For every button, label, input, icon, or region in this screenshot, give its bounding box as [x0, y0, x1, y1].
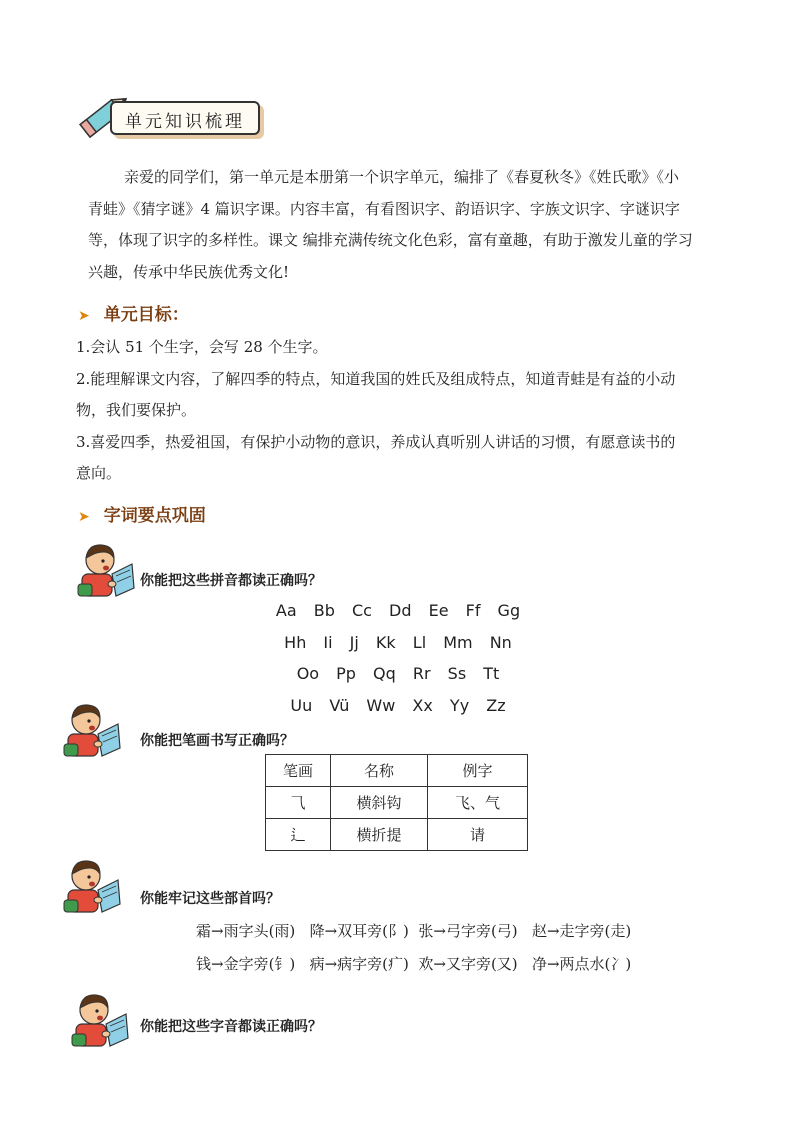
goals-list	[76, 332, 726, 490]
intro-line: 亲爱的同学们，第一单元是本册第一个识字单元，编排了《春夏秋冬》《姓氏歌》《小	[124, 168, 680, 186]
intro-line: 兴趣，传承中华民族优秀文化!	[88, 262, 290, 281]
q1-text: 你能把这些拼音都读正确吗？	[140, 573, 322, 589]
intro-line: 青蛙》《猜字谜》4 篇识字课。内容丰富，有看图识字、韵语识字、字族文识字、字谜识字	[88, 199, 680, 218]
student-reading-icon	[76, 540, 138, 598]
goal-line: 物，我们要保护。	[76, 401, 197, 419]
table-header-cell: 例字	[428, 755, 528, 787]
goal-line: 意向。	[76, 464, 122, 482]
banner-title: 单元知识梳理	[125, 112, 245, 132]
stroke-table	[265, 754, 528, 851]
words-heading-text: 字词要点巩固	[103, 506, 206, 526]
arrow-icon: ➤	[78, 308, 90, 324]
intro-paragraph	[88, 162, 728, 288]
table-cell: 飞、气	[428, 787, 528, 819]
intro-line: 等，体现了识字的多样性。课文 编排充满传统文化色彩，富有童趣，有助于激发儿童的学习	[88, 231, 693, 249]
student-reading-icon	[70, 990, 132, 1048]
table-cell: 横折提	[331, 819, 428, 851]
pinyin-row: Aa Bb Cc Dd Ee Ff Gg	[275, 601, 521, 620]
table-header-cell: 笔画	[266, 755, 331, 787]
radical-row: 霜→雨字头(雨) 降→双耳旁(阝) 张→弓字旁(弓) 赵→走字旁(走)	[196, 922, 632, 940]
table-cell: 横斜钩	[331, 787, 428, 819]
table-cell: ⺄	[266, 787, 331, 819]
arrow-icon: ➤	[78, 509, 90, 525]
student-reading-icon	[62, 700, 124, 758]
q4-text: 你能把这些字音都读正确吗？	[140, 1019, 322, 1035]
table-cell: 请	[428, 819, 528, 851]
table-cell: ⻍	[266, 819, 331, 851]
goal-line: 3.喜爱四季，热爱祖国，有保护小动物的意识，养成认真听别人讲话的习惯，有愿意读书的	[76, 432, 676, 451]
pinyin-row: Oo Pp Qq Rr Ss Tt	[296, 664, 500, 683]
banner-label	[110, 101, 260, 135]
goal-line: 1.会认 51 个生字，会写 28 个生字。	[76, 338, 328, 356]
goals-heading-text: 单元目标：	[103, 305, 189, 325]
table-row	[266, 787, 528, 819]
table-header-row	[266, 755, 528, 787]
table-row	[266, 819, 528, 851]
q3-text: 你能牢记这些部首吗？	[140, 891, 280, 907]
section-banner	[74, 86, 264, 146]
goal-line: 2.能理解课文内容，了解四季的特点，知道我国的姓氏及组成特点，知道青蛙是有益的小动	[76, 369, 676, 388]
words-heading	[78, 501, 206, 526]
q2-text: 你能把笔画书写正确吗？	[140, 733, 294, 749]
student-reading-icon	[62, 856, 124, 914]
pinyin-row: Uu Vü Ww Xx Yy Zz	[290, 696, 506, 715]
table-header-cell: 名称	[331, 755, 428, 787]
radical-row: 钱→金字旁(钅) 病→病字旁(疒) 欢→又字旁(又) 净→两点水(冫)	[196, 955, 632, 973]
pinyin-row: Hh Ii Jj Kk Ll Mm Nn	[284, 633, 512, 652]
goals-heading	[78, 300, 189, 325]
